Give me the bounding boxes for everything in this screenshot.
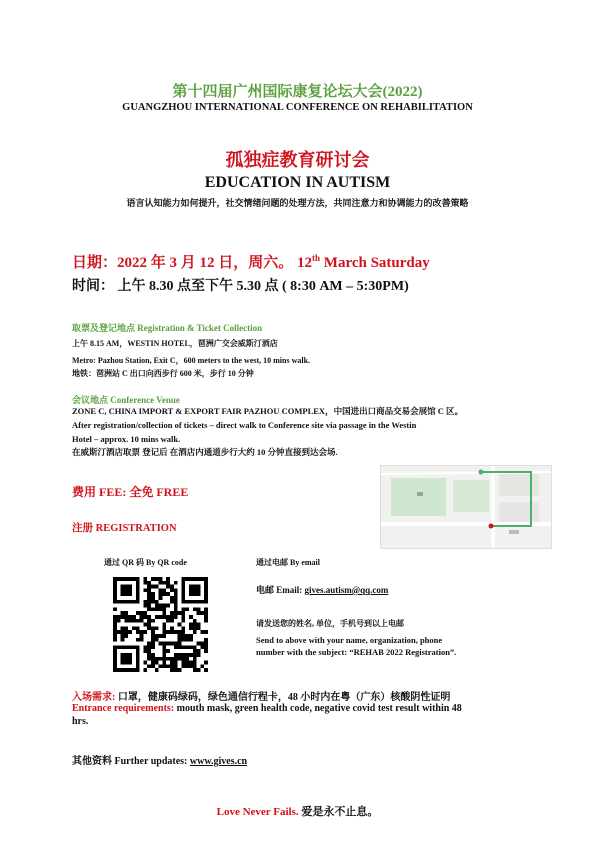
registration-location-line2: Metro: Pazhou Station, Exit C，600 meters to the west, 10 mins walk. bbox=[72, 356, 311, 365]
entrance-label-en: Entrance requirements: bbox=[72, 703, 177, 714]
registration-location-line1: 上午 8.15 AM，WESTIN HOTEL，琶洲广交会威斯汀酒店 bbox=[72, 339, 278, 348]
email-label: 通过电邮 By email bbox=[256, 558, 320, 567]
map-graphic bbox=[381, 466, 551, 548]
footer-motto bbox=[0, 803, 595, 819]
date-label: 日期： bbox=[72, 255, 118, 271]
updates-label: 其他资料 Further updates: bbox=[72, 756, 190, 767]
footer-motto-cn: 爱是永不止息。 bbox=[298, 806, 379, 818]
instruction-en-2: number with the subject: “REHAB 2022 Registration”. bbox=[256, 647, 457, 657]
instruction-cn: 请发送您的姓名, 单位，手机号到以上电邮 bbox=[256, 619, 404, 628]
qr-label: 通过 QR 码 By QR code bbox=[104, 558, 187, 567]
venue-heading-cn: 会议地点 bbox=[72, 395, 109, 405]
venue-heading-en: Conference Venue bbox=[110, 395, 180, 405]
date-day-en: 12 bbox=[297, 255, 313, 271]
email-prefix: 电邮 Email: bbox=[256, 585, 305, 595]
date-value-cn: 2022 年 3 月 12 日，周六。 bbox=[117, 255, 294, 271]
conference-title-en: GUANGZHOU INTERNATIONAL CONFERENCE ON REHABILITATION bbox=[122, 102, 473, 113]
venue-line4: 在威斯汀酒店取票 登记后 在酒店内通道步行大约 10 分钟直接到达会场. bbox=[72, 447, 338, 457]
date-value-en: March Saturday bbox=[320, 255, 430, 271]
registration-qr-code[interactable] bbox=[113, 577, 208, 672]
topic-title-cn: 孤独症教育研讨会 bbox=[225, 150, 370, 170]
instruction-en-1: Send to above with your name, organization, phone bbox=[256, 635, 443, 645]
venue-line3: Hotel – approx. 10 mins walk. bbox=[72, 434, 181, 444]
topic-title-en: EDUCATION IN AUTISM bbox=[204, 174, 391, 191]
topic-subtitle-cn: 语言认知能力如何提升，社交情绪问题的处理方法，共同注意力和协调能力的改善策略 bbox=[126, 198, 469, 208]
venue-line1: ZONE C, CHINA IMPORT & EXPORT FAIR PAZHOU COMPLEX，中国进出口商品交易会展馆 C 区。 bbox=[72, 406, 463, 416]
entrance-label-cn: 入场需求: bbox=[72, 692, 118, 703]
entrance-text-en-1: mouth mask, green health code, negative covid test result within 48 bbox=[176, 703, 462, 714]
registration-location-heading-cn: 取票及登记地点 bbox=[72, 323, 136, 333]
fee: 费用 FEE: 全免 FREE bbox=[72, 485, 189, 499]
conference-title-cn: 第十四届广州国际康复论坛大会(2022) bbox=[172, 84, 423, 100]
entrance-en bbox=[72, 703, 462, 714]
event-date bbox=[72, 251, 430, 272]
footer-motto-en: Love Never Fails. bbox=[216, 806, 299, 818]
email-line bbox=[256, 583, 388, 596]
event-time: 时间： 上午 8.30 点至下午 5.30 点 ( 8:30 AM – 5:30PM) bbox=[72, 279, 409, 294]
email-link[interactable]: gives.autism@qq.com bbox=[304, 585, 389, 595]
registration-location-heading bbox=[72, 321, 262, 334]
venue-line2: After registration/collection of tickets – direct walk to Conference site via passage in the Westin bbox=[72, 420, 417, 430]
website-link[interactable]: www.gives.cn bbox=[189, 756, 248, 767]
entrance-cn bbox=[72, 688, 450, 703]
entrance-text-en-2: hrs. bbox=[72, 716, 89, 727]
registration-location-heading-en: Registration & Ticket Collection bbox=[137, 323, 263, 333]
registration-heading: 注册 REGISTRATION bbox=[72, 523, 177, 534]
further-updates bbox=[72, 752, 247, 767]
venue-map bbox=[380, 465, 552, 549]
date-day-suffix: th bbox=[312, 253, 321, 263]
entrance-text-cn: 口罩，健康码绿码，绿色通信行程卡，48 小时内在粤（广东）核酸阴性证明 bbox=[117, 692, 451, 703]
registration-location-line3: 地铁：琶洲站 C 出口向西步行 600 米，步行 10 分钟 bbox=[72, 369, 254, 378]
